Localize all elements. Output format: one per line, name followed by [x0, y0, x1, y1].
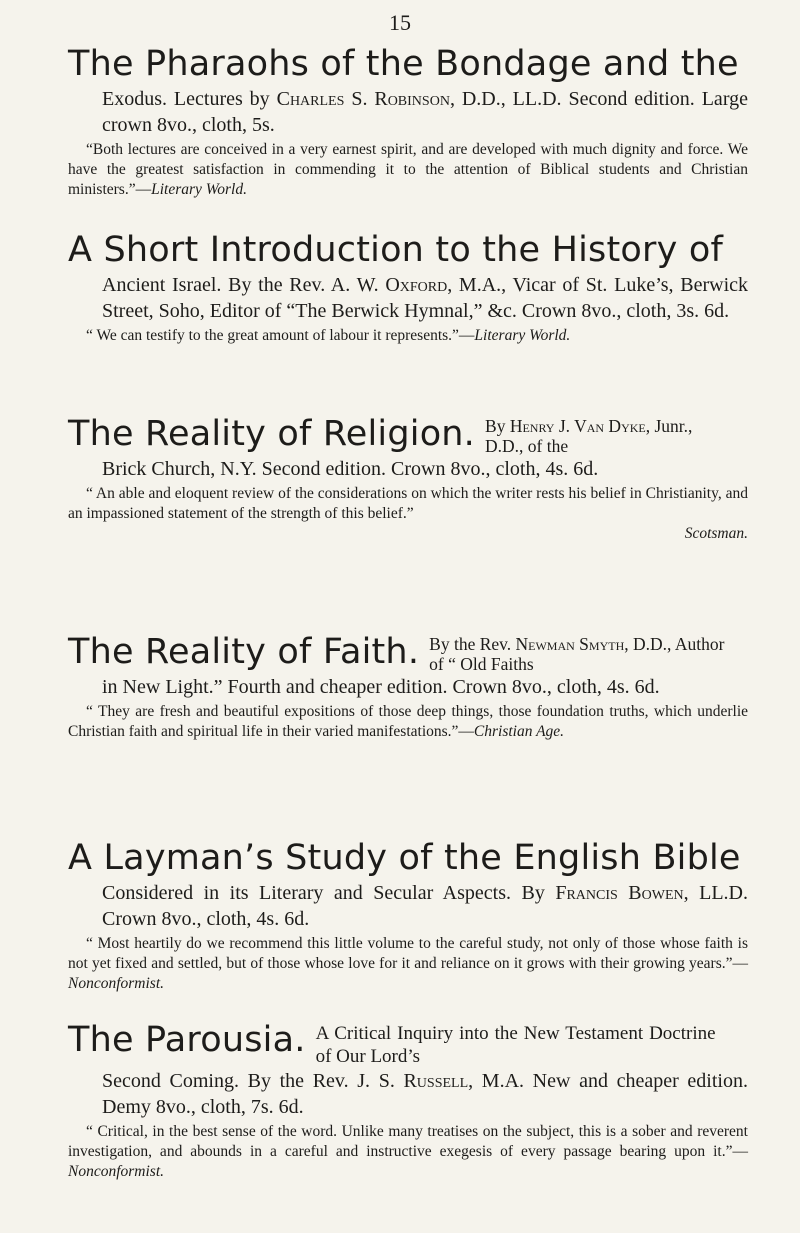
review-quote: “ An able and eloquent review of the considerations on which the writer rests his belief in Christianity, and an impassioned statement of the strength of this belief.”	[68, 485, 748, 522]
book-description	[102, 272, 748, 324]
review-source: Literary World.	[474, 327, 571, 344]
quote-text: “ Most heartily do we recommend this little volume to the careful study, not only of those whose faith is not yet fixed and settled, but of those whose love for it and reliance on it grows with their growing years.”—	[68, 935, 748, 972]
book-entry-pharaohs	[68, 42, 748, 200]
review-source: Nonconformist.	[68, 1163, 165, 1180]
book-entry-history-israel	[68, 228, 748, 346]
author-name: Charles S. Robinson	[276, 88, 450, 110]
book-title: The Pharaohs of the Bondage and the	[68, 44, 739, 84]
quote-text: “ We can testify to the great amount of labour it represents.”—	[86, 327, 475, 344]
author-name: Francis Bowen	[555, 882, 684, 904]
author-byline	[485, 416, 705, 456]
book-description	[102, 880, 748, 932]
review-quote	[68, 934, 748, 994]
desc-text: , M.A., Vicar of St. Luke’s, Berwick Street, Soho, Editor of “The Berwick Hymnal,” &c. Crown 8vo., cloth, 3s. 6d.	[102, 274, 748, 322]
review-source: Nonconformist.	[68, 975, 165, 992]
review-source: Christian Age.	[473, 723, 565, 740]
byline-text: By	[485, 416, 510, 436]
book-entry-reality-religion	[68, 412, 748, 544]
book-title: The Parousia.	[68, 1020, 306, 1060]
byline-text: , D.D., Author of “ Old Faiths	[429, 634, 725, 674]
book-title: The Reality of Faith.	[68, 632, 420, 672]
desc-text: , LL.D. Crown 8vo., cloth, 4s. 6d.	[102, 882, 748, 930]
subtitle-side: A Critical Inquiry into the New Testament Doctrine of Our Lord’s	[315, 1023, 716, 1067]
quote-text: “Both lectures are conceived in a very earnest spirit, and are developed with much dignity and force. We have the greatest satisfaction in commending it to the attention of Biblical students and Christian ministers.”—	[68, 141, 748, 198]
book-title: A Short Introduction to the History of	[68, 230, 723, 270]
desc-text: Exodus. Lectures by	[102, 88, 277, 110]
book-entry-parousia	[68, 1018, 748, 1182]
book-description: in New Light.” Fourth and cheaper edition. Crown 8vo., cloth, 4s. 6d.	[102, 676, 660, 698]
review-quote	[68, 326, 748, 346]
quote-text: “ Critical, in the best sense of the word. Unlike many treatises on the subject, this is a sober and reverent investigation, and abounds in a careful and instructive exegesis of every passage bearing upon it.”—	[68, 1123, 748, 1160]
author-name: Oxford	[385, 274, 448, 296]
byline-text: , Junr., D.D., of the	[485, 416, 693, 456]
author-name: Newman Smyth	[515, 634, 625, 654]
book-title: The Reality of Religion.	[68, 414, 476, 454]
desc-text: Ancient Israel. By the Rev. A. W.	[102, 274, 386, 296]
book-entry-reality-faith	[68, 630, 748, 742]
review-quote	[68, 140, 748, 200]
review-quote	[68, 1122, 748, 1182]
author-byline	[429, 634, 734, 674]
author-name: Russell	[403, 1070, 469, 1092]
review-source: Scotsman.	[684, 525, 748, 542]
review-quote	[68, 702, 748, 742]
desc-text: , D.D., LL.D. Second edition. Large crown 8vo., cloth, 5s.	[102, 88, 748, 136]
book-description: Brick Church, N.Y. Second edition. Crown 8vo., cloth, 4s. 6d.	[102, 458, 599, 480]
book-title: A Layman’s Study of the English Bible	[68, 838, 741, 878]
page-number: 15	[389, 10, 411, 35]
byline-text: By the Rev.	[429, 634, 516, 654]
desc-text: , M.A. New and cheaper edition. Demy 8vo., cloth, 7s. 6d.	[102, 1070, 748, 1118]
desc-text: Second Coming. By the Rev. J. S.	[102, 1070, 404, 1092]
review-source: Literary World.	[151, 181, 247, 198]
quote-text: “ They are fresh and beautiful expositions of those deep things, those foundation truths, which underlie Christian faith and spiritual life in their varied manifestations.”—	[68, 703, 748, 740]
author-name: Henry J. Van Dyke	[509, 416, 646, 436]
book-description	[102, 86, 748, 138]
book-description	[102, 1068, 748, 1120]
book-entry-laymans-study	[68, 836, 748, 994]
desc-text: Considered in its Literary and Secular Aspects. By	[102, 882, 556, 904]
